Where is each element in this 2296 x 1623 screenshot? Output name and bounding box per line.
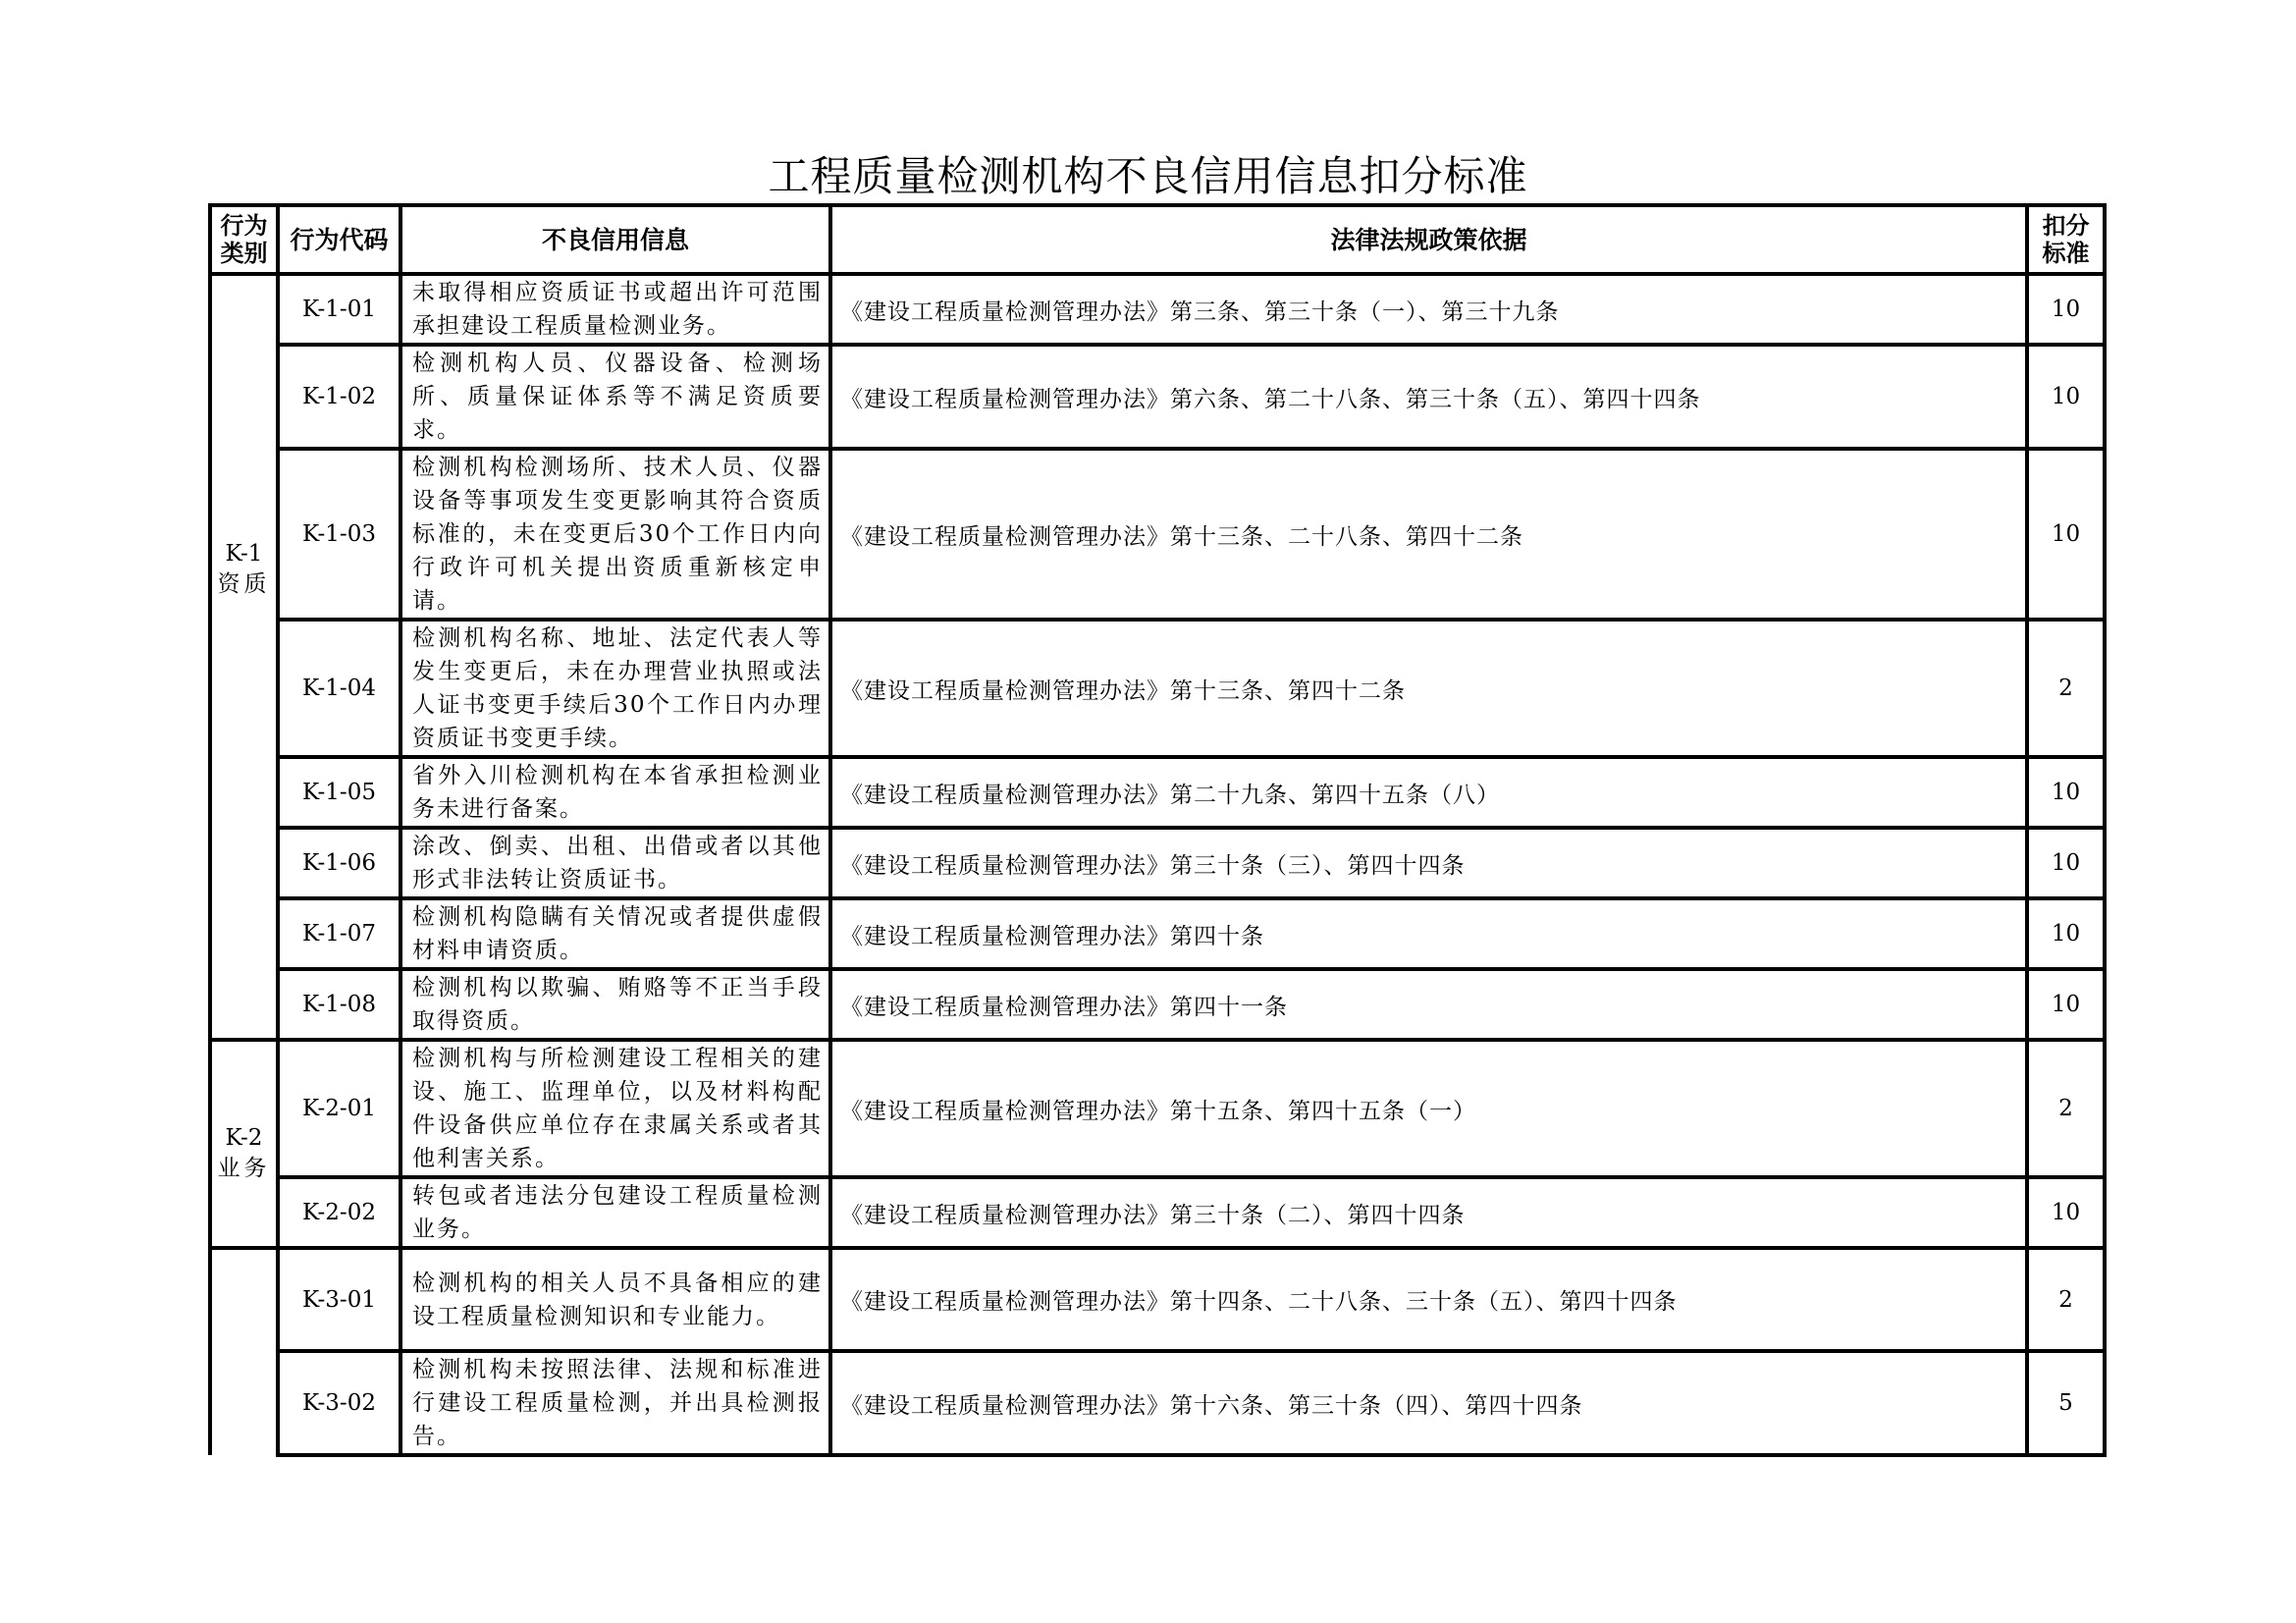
category-cell-k2 bbox=[210, 1040, 278, 1248]
legal-basis-cell: 《建设工程质量检测管理办法》第四十一条 bbox=[830, 969, 2027, 1040]
description-cell: 检测机构隐瞒有关情况或者提供虚假材料申请资质。 bbox=[400, 898, 830, 969]
legal-basis-cell: 《建设工程质量检测管理办法》第十五条、第四十五条（一） bbox=[830, 1040, 2027, 1177]
code-cell: K-1-07 bbox=[278, 898, 400, 969]
score-cell: 10 bbox=[2027, 345, 2105, 449]
score-cell: 10 bbox=[2027, 1177, 2105, 1248]
header-category bbox=[210, 205, 278, 274]
description-cell: 涂改、倒卖、出租、出借或者以其他形式非法转让资质证书。 bbox=[400, 828, 830, 898]
table-row bbox=[210, 1351, 2105, 1455]
header-score bbox=[2027, 205, 2105, 274]
description-cell: 检测机构与所检测建设工程相关的建设、施工、监理单位，以及材料构配件设备供应单位存在隶属关系或者其他利害关系。 bbox=[400, 1040, 830, 1177]
header-description: 不良信用信息 bbox=[400, 205, 830, 274]
legal-basis-cell: 《建设工程质量检测管理办法》第十四条、二十八条、三十条（五）、第四十四条 bbox=[830, 1248, 2027, 1351]
category-cell-k1 bbox=[210, 274, 278, 1040]
table-row bbox=[210, 345, 2105, 449]
header-legal-basis: 法律法规政策依据 bbox=[830, 205, 2027, 274]
score-cell: 2 bbox=[2027, 1248, 2105, 1351]
header-category-label: 行为类别 bbox=[220, 212, 268, 267]
code-cell: K-1-04 bbox=[278, 620, 400, 757]
legal-basis-cell: 《建设工程质量检测管理办法》第十三条、第四十二条 bbox=[830, 620, 2027, 757]
description-cell: 检测机构以欺骗、贿赂等不正当手段取得资质。 bbox=[400, 969, 830, 1040]
description-cell: 检测机构未按照法律、法规和标准进行建设工程质量检测，并出具检测报告。 bbox=[400, 1351, 830, 1455]
table-row bbox=[210, 449, 2105, 620]
table-row bbox=[210, 620, 2105, 757]
code-cell: K-1-01 bbox=[278, 274, 400, 345]
table-row bbox=[210, 1040, 2105, 1177]
category-code: K-2 bbox=[225, 1125, 263, 1151]
description-cell: 省外入川检测机构在本省承担检测业务未进行备案。 bbox=[400, 757, 830, 828]
score-cell: 10 bbox=[2027, 898, 2105, 969]
table-row bbox=[210, 828, 2105, 898]
score-cell: 10 bbox=[2027, 449, 2105, 620]
description-cell: 转包或者违法分包建设工程质量检测业务。 bbox=[400, 1177, 830, 1248]
document-title: 工程质量检测机构不良信用信息扣分标准 bbox=[768, 152, 1528, 200]
table-row bbox=[210, 898, 2105, 969]
code-cell: K-2-01 bbox=[278, 1040, 400, 1177]
legal-basis-cell: 《建设工程质量检测管理办法》第三十条（二）、第四十四条 bbox=[830, 1177, 2027, 1248]
table-row bbox=[210, 1177, 2105, 1248]
legal-basis-cell: 《建设工程质量检测管理办法》第三条、第三十条（一）、第三十九条 bbox=[830, 274, 2027, 345]
category-name: 业务 bbox=[217, 1156, 271, 1181]
header-code: 行为代码 bbox=[278, 205, 400, 274]
table-row bbox=[210, 274, 2105, 345]
code-cell: K-1-02 bbox=[278, 345, 400, 449]
score-cell: 10 bbox=[2027, 828, 2105, 898]
legal-basis-cell: 《建设工程质量检测管理办法》第六条、第二十八条、第三十条（五）、第四十四条 bbox=[830, 345, 2027, 449]
category-code: K-1 bbox=[225, 541, 263, 567]
score-cell: 10 bbox=[2027, 274, 2105, 345]
category-name: 资质 bbox=[217, 571, 271, 597]
description-cell: 未取得相应资质证书或超出许可范围承担建设工程质量检测业务。 bbox=[400, 274, 830, 345]
legal-basis-cell: 《建设工程质量检测管理办法》第十三条、二十八条、第四十二条 bbox=[830, 449, 2027, 620]
table-row bbox=[210, 757, 2105, 828]
legal-basis-cell: 《建设工程质量检测管理办法》第十六条、第三十条（四）、第四十四条 bbox=[830, 1351, 2027, 1455]
category-cell-k3 bbox=[210, 1248, 278, 1455]
description-cell: 检测机构检测场所、技术人员、仪器设备等事项发生变更影响其符合资质标准的，未在变更后30个工作日内向行政许可机关提出资质重新核定申请。 bbox=[400, 449, 830, 620]
code-cell: K-1-03 bbox=[278, 449, 400, 620]
score-cell: 10 bbox=[2027, 757, 2105, 828]
description-cell: 检测机构名称、地址、法定代表人等发生变更后，未在办理营业执照或法人证书变更手续后30个工作日内办理资质证书变更手续。 bbox=[400, 620, 830, 757]
table-row bbox=[210, 969, 2105, 1040]
legal-basis-cell: 《建设工程质量检测管理办法》第四十条 bbox=[830, 898, 2027, 969]
score-cell: 10 bbox=[2027, 969, 2105, 1040]
code-cell: K-1-05 bbox=[278, 757, 400, 828]
score-cell: 5 bbox=[2027, 1351, 2105, 1455]
code-cell: K-2-02 bbox=[278, 1177, 400, 1248]
header-score-label: 扣分标准 bbox=[2042, 212, 2090, 267]
score-cell: 2 bbox=[2027, 620, 2105, 757]
code-cell: K-3-02 bbox=[278, 1351, 400, 1455]
legal-basis-cell: 《建设工程质量检测管理办法》第三十条（三）、第四十四条 bbox=[830, 828, 2027, 898]
code-cell: K-1-08 bbox=[278, 969, 400, 1040]
table-row bbox=[210, 1248, 2105, 1351]
code-cell: K-1-06 bbox=[278, 828, 400, 898]
score-cell: 2 bbox=[2027, 1040, 2105, 1177]
header-row bbox=[210, 205, 2105, 274]
description-cell: 检测机构人员、仪器设备、检测场所、质量保证体系等不满足资质要求。 bbox=[400, 345, 830, 449]
description-cell: 检测机构的相关人员不具备相应的建设工程质量检测知识和专业能力。 bbox=[400, 1248, 830, 1351]
deduction-standards-table bbox=[208, 203, 2107, 1457]
legal-basis-cell: 《建设工程质量检测管理办法》第二十九条、第四十五条（八） bbox=[830, 757, 2027, 828]
code-cell: K-3-01 bbox=[278, 1248, 400, 1351]
